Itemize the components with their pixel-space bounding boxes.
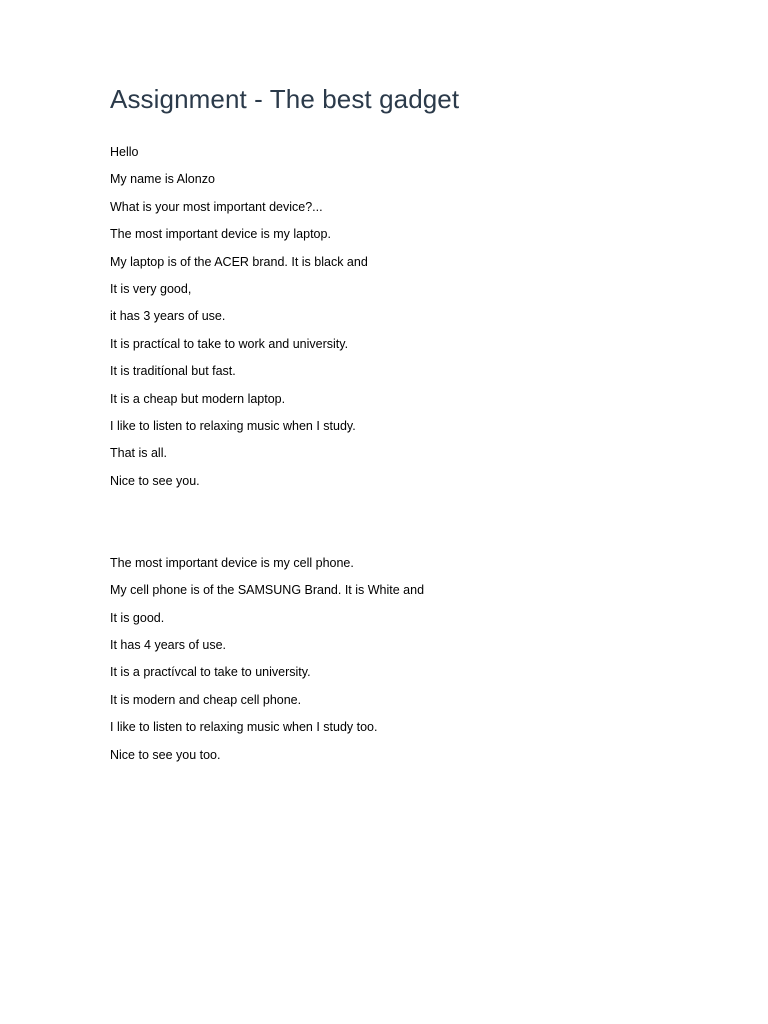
paragraph-4: The most important device is my laptop.	[110, 227, 331, 242]
paragraph-13: Nice to see you.	[110, 473, 200, 488]
paragraph-6: It is very good,	[110, 281, 192, 296]
paragraph-17: It has 4 years of use.	[110, 638, 227, 653]
paragraph-21: Nice to see you too.	[110, 747, 221, 762]
paragraph-19: It is modern and cheap cell phone.	[110, 692, 302, 707]
document-body	[110, 144, 710, 774]
paragraph-7: it has 3 years of use.	[110, 309, 226, 324]
paragraph-18: It is a practívcal to take to university.	[110, 665, 311, 680]
paragraph-16: It is good.	[110, 610, 165, 625]
paragraph-10: It is a cheap but modern laptop.	[110, 391, 286, 406]
paragraph-12: That is all.	[110, 446, 167, 461]
paragraph-20: I like to listen to relaxing music when I study too.	[110, 720, 378, 735]
paragraph-9: It is traditíonal but fast.	[110, 364, 236, 379]
paragraph-11: I like to listen to relaxing music when I study.	[110, 418, 356, 433]
paragraph-5: My laptop is of the ACER brand. It is black and	[110, 254, 368, 269]
paragraph-14: The most important device is my cell phone.	[110, 555, 354, 570]
paragraph-3: What is your most important device?...	[110, 199, 323, 214]
paragraph-1: Hello	[110, 145, 139, 159]
paragraph-2: My name is Alonzo	[110, 172, 215, 187]
paragraph-15: My cell phone is of the SAMSUNG Brand. It is White and	[110, 583, 425, 598]
document-title: Assignment - The best gadget	[110, 84, 460, 114]
paragraph-8: It is practícal to take to work and university.	[110, 336, 349, 351]
